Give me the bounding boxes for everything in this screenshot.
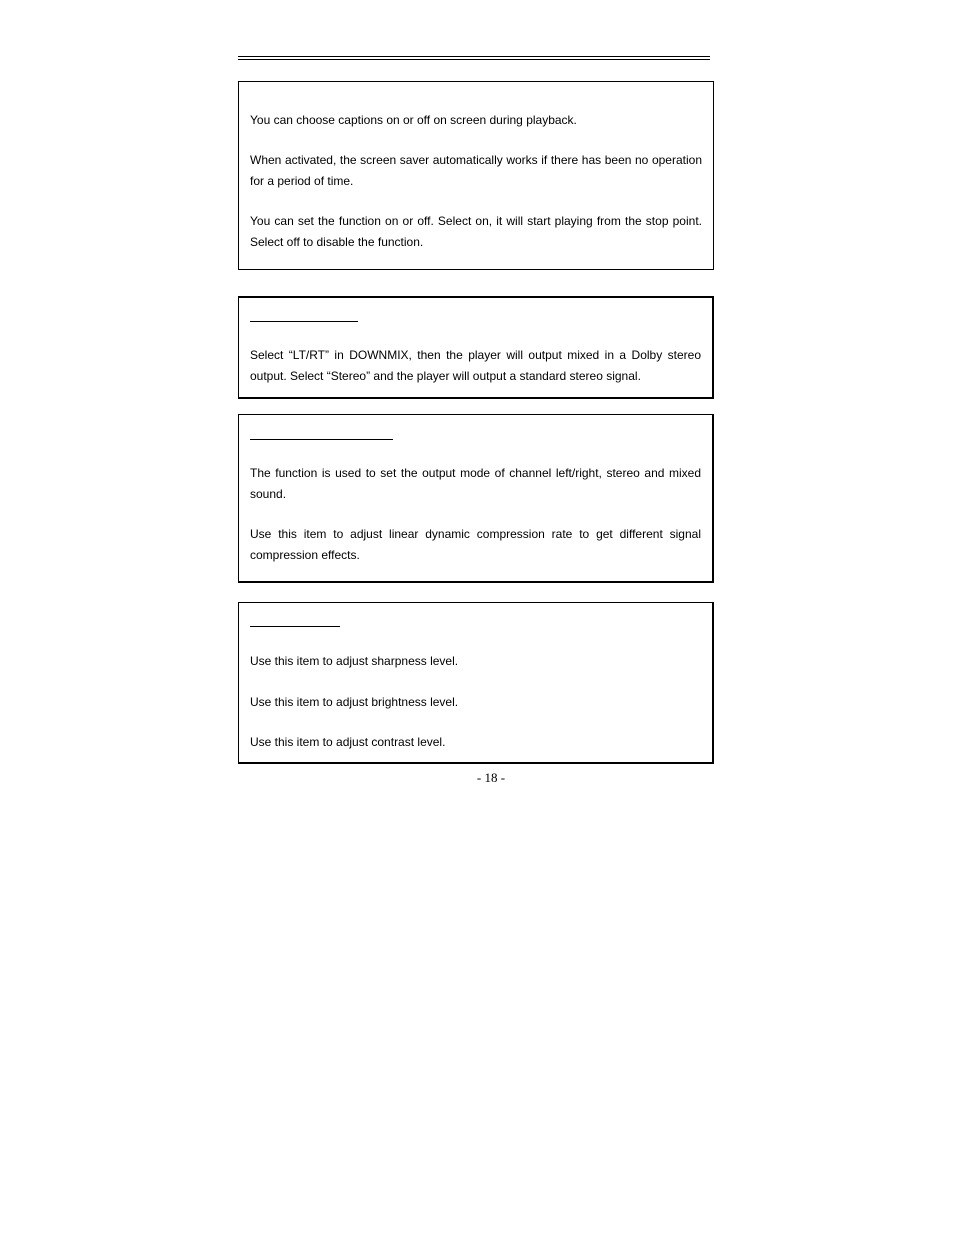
screen-saver-description: When activated, the screen saver automatically works if there has been no operation for a period of time. — [250, 153, 702, 188]
section-heading-underline — [250, 626, 340, 627]
section-box-general — [238, 81, 714, 270]
resume-description: You can set the function on or off. Select on, it will start playing from the stop point. Select off to disable the function. — [250, 214, 702, 249]
brightness-description: Use this item to adjust brightness level. — [250, 695, 459, 709]
section-box-video — [238, 602, 714, 764]
section-heading-underline — [250, 321, 358, 322]
section-box-downmix — [238, 296, 714, 399]
section-box-audio — [238, 414, 714, 583]
sharpness-description: Use this item to adjust sharpness level. — [250, 654, 459, 668]
dynamic-compression-description: Use this item to adjust linear dynamic compression rate to get different signal compression effects. — [250, 527, 701, 562]
channel-output-description: The function is used to set the output mode of channel left/right, stereo and mixed sound. — [250, 466, 701, 501]
section-heading-underline — [250, 439, 393, 440]
page-number: - 18 - — [476, 770, 506, 785]
contrast-description: Use this item to adjust contrast level. — [250, 735, 446, 749]
downmix-description: Select “LT/RT” in DOWNMIX, then the player will output mixed in a Dolby stereo output. Select “Stereo” and the player will output a standard stereo signal. — [250, 348, 701, 383]
header-double-rule — [238, 56, 710, 60]
captions-description: You can choose captions on or off on screen during playback. — [250, 113, 577, 127]
